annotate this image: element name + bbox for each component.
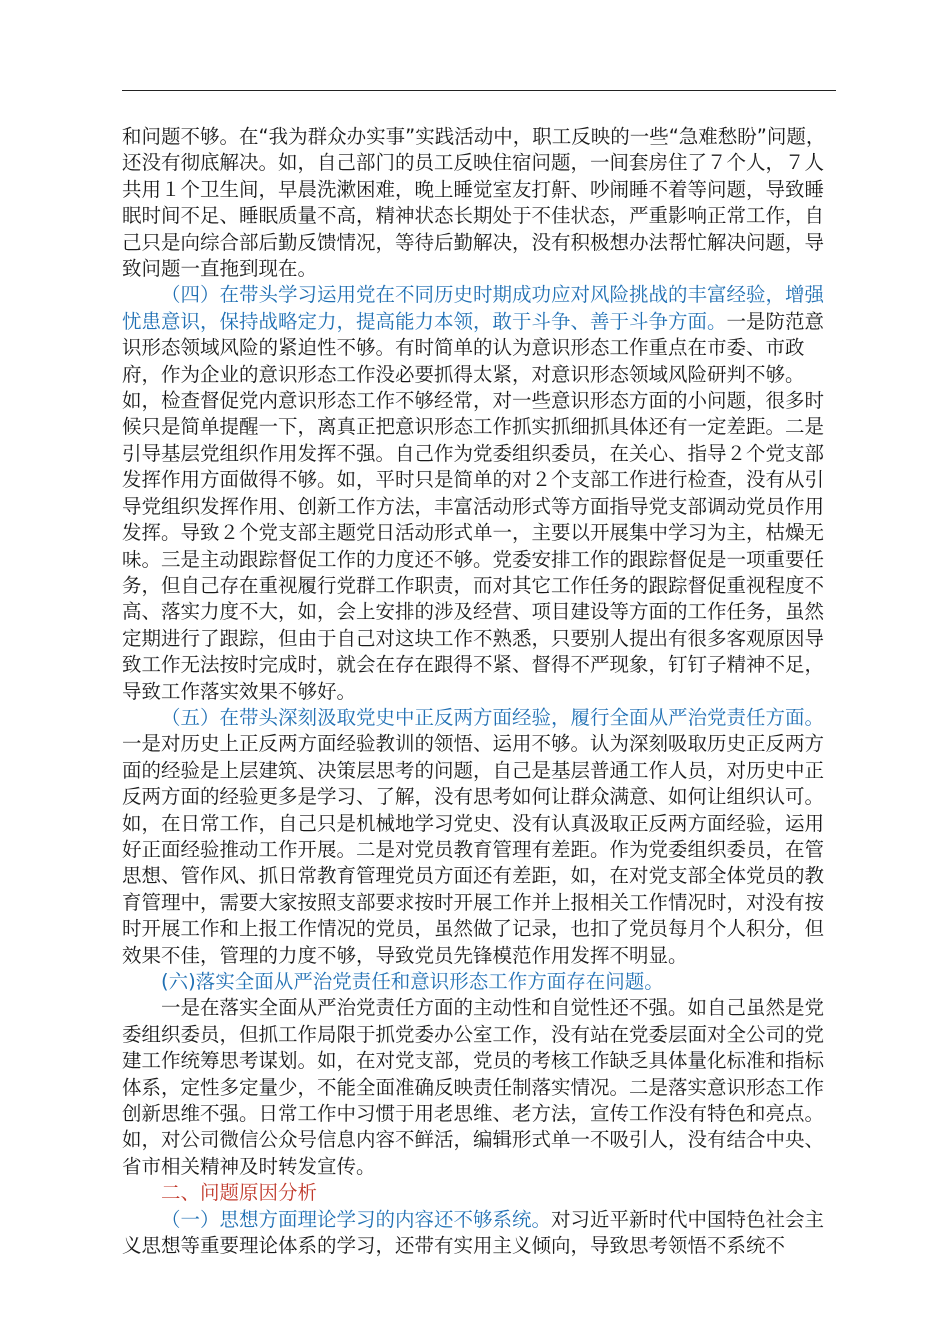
part-2-sub-body: 对习近平新时代中国特色社会主义思想等重要理论体系的学习，还带有实用主义倾向，导致思考领悟不系统不 bbox=[122, 1207, 825, 1258]
section-6-body: 一是在落实全面从严治党责任方面的主动性和自觉性还不强。如自己虽然是党委组织委员，但抓工作局限于抓党委办公室工作，没有站在党委层面对全公司的党建工作统筹思考谋划。如，在对党支部，党员的考核工作缺乏具体量化标准和指标体系，定性多定量少，不能全面准确反映责任制落实情况。二是落实意识形态工作创新思维不强。日常工作中习惯于用老思维、老方法，宣传工作没有特色和亮点。如，对公司微信公众号信息内容不鲜活，编辑形式单一不吸引人，没有结合中央、省市相关精神及时转发宣传。 bbox=[122, 996, 825, 1178]
part-2-sub-paragraph bbox=[122, 1207, 838, 1260]
paragraph-continued bbox=[122, 124, 838, 282]
section-5-body: 一是对历史上正反两方面经验教训的领悟、运用不够。认为深刻吸取历史正反两方面的经验是上层建筑、决策层思考的问题，自己是基层普通工作人员，对历史中正反两方面的经验更多是学习、了解，没有思考如何让群众满意、如何让组织认可。如，在日常工作，自己只是机械地学习党史、没有认真汲取正反两方面经验，运用好正面经验推动工作开展。二是对党员教育管理有差距。作为党委组织委员，在管思想、管作风、抓日常教育管理党员方面还有差距，如，在对党支部全体党员的教育管理中，需要大家按照支部要求按时开展工作并上报相关工作情况时，对没有按时开展工作和上报工作情况的党员，虽然做了记录，也扣了党员每月个人积分，但效果不佳，管理的力度不够，导致党员先锋模范作用发挥不明显。 bbox=[122, 732, 825, 967]
header-rule bbox=[122, 90, 836, 91]
document-body bbox=[122, 124, 838, 1259]
section-4-heading: （四）在带头学习运用党在不同历史时期成功应对风险挑战的丰富经验，增强忧患意识，保持战略定力，提高能力本领，敢于斗争、善于斗争方面。 bbox=[122, 283, 825, 333]
part-2-heading: 二、问题原因分析 bbox=[161, 1181, 318, 1205]
section-5-heading: （五）在带头深刻汲取党史中正反两方面经验，履行全面从严治党责任方面。 bbox=[161, 705, 825, 729]
section-6-heading: (六)落实全面从严治党责任和意识形态工作方面存在问题。 bbox=[161, 970, 664, 993]
paragraph-text: 和问题不够。在“我为群众办实事”实践活动中，职工反映的一些“急难愁盼”问题，还没有彻底解决。如，自己部门的员工反映住宿问题，一间套房住了７个人，７人共用１个卫生间，早晨洗漱困难，晚上睡觉室友打鼾、吵闹睡不着等问题，导致睡眠时间不足、睡眠质量不高，精神状态长期处于不佳状态，严重影响正常工作，自己只是向综合部后勤反馈情况，等待后勤解决，没有积极想办法帮忙解决问题，导致问题一直拖到现在。 bbox=[122, 125, 826, 281]
section-4-paragraph bbox=[122, 282, 838, 705]
section-6-paragraph bbox=[122, 995, 838, 1180]
part-2-sub-heading: （一）思想方面理论学习的内容还不够系统。 bbox=[161, 1207, 552, 1231]
section-6-heading-line bbox=[122, 969, 838, 995]
section-4-body: 一是防范意识形态领域风险的紧迫性不够。有时简单的认为意识形态工作重点在市委、市政府，作为企业的意识形态工作没必要抓得太紧，对意识形态领域风险研判不够。如，检查督促党内意识形态工作不够经常，对一些意识形态方面的小问题，很多时候只是简单提醒一下，离真正把意识形态工作抓实抓细抓具体还有一定差距。二是引导基层党组织作用发挥不强。自己作为党委组织委员，在关心、指导２个党支部发挥作用方面做得不够。如，平时只是简单的对２个支部工作进行检查，没有从引导党组织发挥作用、创新工作方法，丰富活动形式等方面指导党支部调动党员作用发挥。导致２个党支部主题党日活动形式单一，主要以开展集中学习为主，枯燥无味。三是主动跟踪督促工作的力度还不够。党委安排工作的跟踪督促是一项重要任务，但自己存在重视履行党群工作职责，而对其它工作任务的跟踪督促重视程度不高、落实力度不大，如，会上安排的涉及经营、项目建设等方面的工作任务，虽然定期进行了跟踪，但由于自己对这块工作不熟悉，只要别人提出有很多客观原因导致工作无法按时完成时，就会在存在跟得不紧、督得不严现象，钉钉子精神不足，导致工作落实效果不够好。 bbox=[122, 309, 825, 703]
section-5-paragraph bbox=[122, 705, 838, 969]
part-2-heading-line bbox=[122, 1180, 838, 1206]
